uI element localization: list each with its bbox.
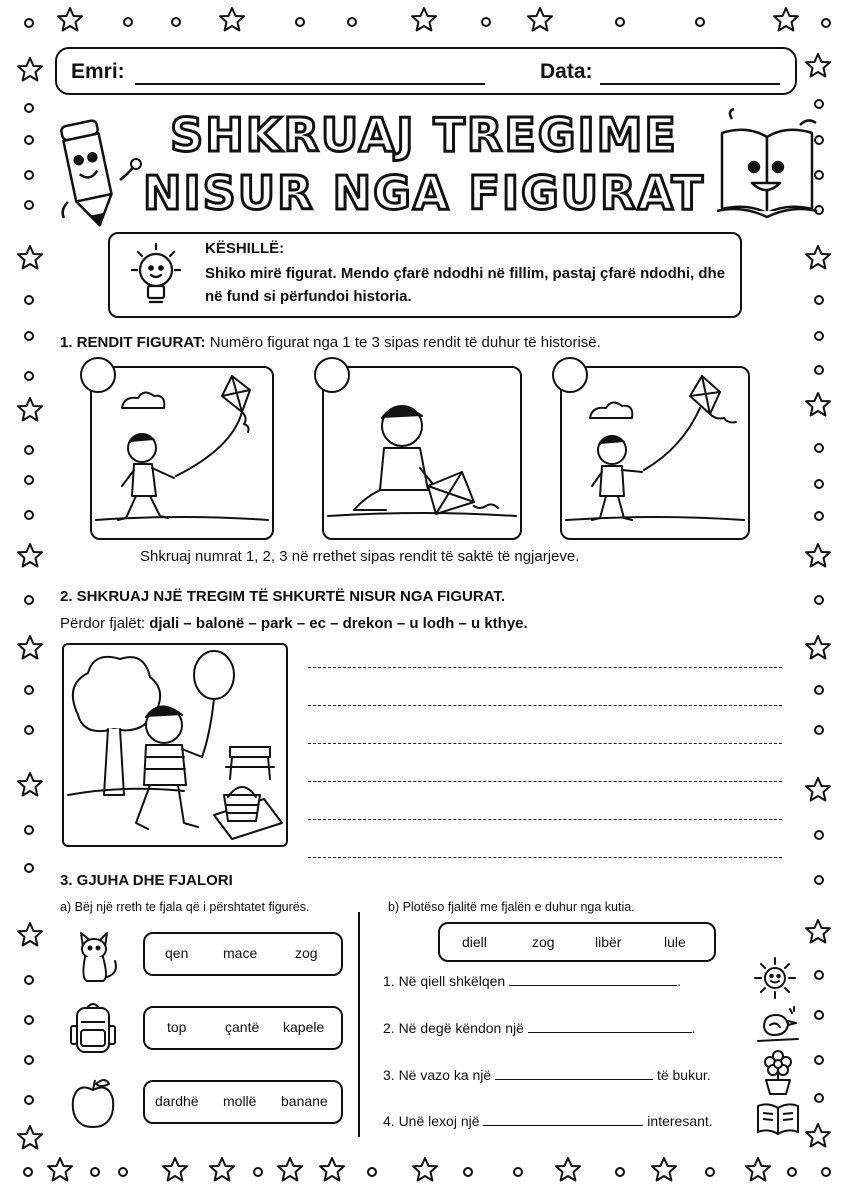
story-line-5[interactable] [308,819,782,820]
section2-words-label: Përdor fjalët: [60,615,146,632]
section1-heading: 1. RENDIT FIGURAT: [60,334,206,351]
word-option[interactable]: çantë [225,1019,260,1035]
word-option[interactable]: zog [295,945,318,961]
section1-instruction: Numëro figurat nga 1 te 3 sipas rendit të duhur të historisë. [209,334,601,351]
boy-running-kite-illustration [92,368,272,538]
page-title-line1: SHKRUAJ TREGIME [170,108,678,162]
answer-blank[interactable] [483,1113,643,1126]
word-bank-box [438,922,716,962]
word-bank-item: zog [532,934,555,950]
sentence-text: 3. Në vazo ka një [383,1067,492,1083]
boy-balloon-park-illustration [64,645,286,845]
sentence-text: 1. Në qiell shkëlqen [383,973,506,989]
part-b-instruction: b) Plotëso fjalitë me fjalën e duhur nga kutia. [388,900,635,914]
section1-caption: Shkruaj numrat 1, 2, 3 në rrethet sipas rendit të saktë të ngjarjeve. [140,548,580,565]
sentence-end: . [691,1020,696,1036]
word-choice-box-2 [143,1006,343,1050]
word-option[interactable]: mace [223,945,258,961]
book-icon [754,1100,802,1138]
sun-icon [752,955,798,1001]
lightbulb-icon [124,240,188,310]
tip-box [108,232,742,318]
section2-words: djali – balonë – park – ec – drekon – u lodh – u kthye. [149,615,528,632]
word-option[interactable]: mollë [223,1093,257,1109]
part-a-instruction: a) Bëj një rreth te fjala që i përshtatet figurës. [60,900,310,914]
name-field[interactable] [135,83,485,85]
tip-title: KËSHILLË: [205,240,285,257]
word-bank-item: lule [664,934,686,950]
word-option[interactable]: top [167,1019,187,1035]
section3-heading: 3. GJUHA DHE FJALORI [60,872,233,889]
word-choice-box-1 [143,932,343,976]
fill-sentence-2 [383,1020,696,1036]
sentence-end: . [677,973,681,989]
story-picture-2 [322,366,522,540]
column-divider [358,912,360,1137]
word-choice-box-3 [143,1080,343,1124]
name-date-bar [55,47,797,95]
order-circle-1[interactable] [80,357,116,393]
date-label: Data: [540,60,593,83]
sentence-text: 2. Në degë këndon një [383,1020,524,1036]
section2-heading: 2. SHKRUAJ NJË TREGIM TË SHKURTË NISUR NGA FIGURAT. [60,588,506,605]
cat-icon [63,925,123,985]
story-picture-1 [90,366,274,540]
sentence-end: interesant. [647,1113,713,1129]
word-option[interactable]: banane [281,1093,328,1109]
boy-kneeling-kite-illustration [324,368,520,538]
story-line-6[interactable] [308,857,782,858]
date-field[interactable] [600,83,780,85]
park-picture [62,643,288,847]
backpack-icon [63,998,123,1058]
answer-blank[interactable] [528,1020,692,1033]
sentence-end: të bukur. [656,1067,711,1083]
sentence-text: 4. Unë lexoj një [383,1113,480,1129]
story-line-2[interactable] [308,705,782,706]
answer-blank[interactable] [495,1067,653,1080]
order-circle-2[interactable] [314,357,350,393]
tip-text: Shiko mirë figurat. Mendo çfarë ndodhi në fillim, pastaj çfarë ndodhi, dhe në fund si përfundoi historia. [205,265,726,305]
word-option[interactable]: kapele [283,1019,325,1035]
name-label: Emri: [71,60,125,83]
word-bank-item: libër [595,934,622,950]
story-line-1[interactable] [308,667,782,668]
word-bank-item: diell [462,934,487,950]
flower-pot-icon [758,1048,798,1096]
page-title-line2: NISUR NGA FIGURAT [143,166,705,220]
word-option[interactable]: dardhë [155,1093,199,1109]
bird-icon [756,1003,800,1045]
boy-flying-kite-illustration [562,368,748,538]
order-circle-3[interactable] [552,357,588,393]
word-option[interactable]: qen [165,945,189,961]
apple-icon [63,1072,123,1132]
fill-sentence-3 [383,1067,711,1083]
section1-heading-line [60,334,601,351]
fill-sentence-1 [383,973,681,989]
fill-sentence-4 [383,1113,713,1129]
story-picture-3 [560,366,750,540]
story-line-3[interactable] [308,743,782,744]
story-line-4[interactable] [308,781,782,782]
book-mascot-icon [712,105,822,223]
answer-blank[interactable] [509,973,677,986]
section2-words-line [60,615,528,632]
pencil-mascot-icon [50,110,145,230]
